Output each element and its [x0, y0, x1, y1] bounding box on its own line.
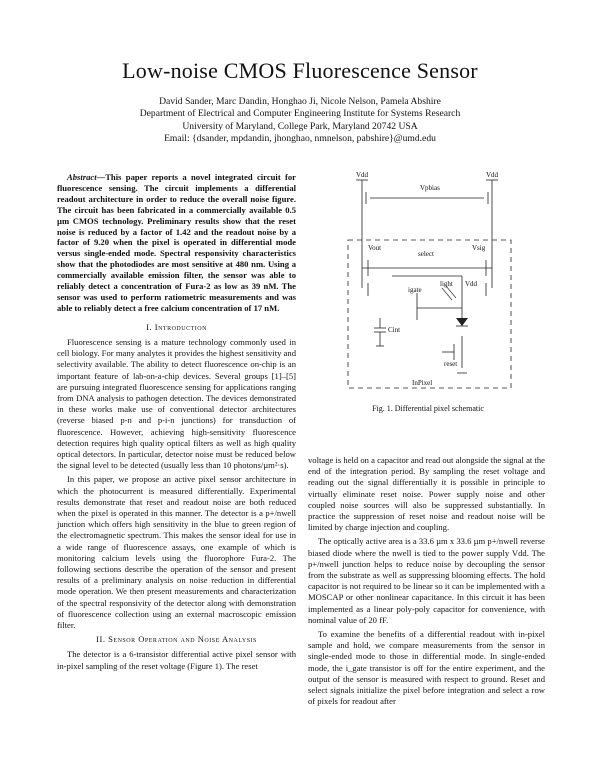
label-vsig: Vsig	[472, 244, 486, 252]
label-light: light	[440, 280, 453, 288]
abstract-label: Abstract—	[67, 172, 106, 182]
abstract	[57, 172, 296, 314]
affiliation-university: University of Maryland, College Park, Maryland 20742 USA	[182, 120, 418, 132]
section-heading-sensor-operation: II. Sensor Operation and Noise Analysis	[96, 634, 257, 645]
right-column	[308, 455, 545, 710]
section-heading-introduction: I. Introduction	[146, 321, 207, 332]
label-vdd-left: Vdd	[356, 171, 369, 179]
label-reset: reset	[444, 360, 458, 368]
left-column	[57, 172, 296, 675]
label-igate: igate	[408, 286, 422, 294]
author-list: David Sander, Marc Dandin, Honghao Ji, Nicole Nelson, Pamela Abshire	[159, 96, 441, 107]
label-vdd-right: Vdd	[486, 171, 499, 179]
paper-title: Low-noise CMOS Fluorescence Sensor	[122, 58, 478, 83]
label-vpbias: Vpbias	[420, 184, 440, 192]
sensor-paragraph-3: The optically active area is a 33.6 µm x 33.6 µm p+/nwell reverse biased diode where the nwell is tied to the power supply Vdd. The p+/nwell junction helps to reduce noise by decoupling the sensor from the substrate as well as suppressing blooming effects. The hold capacitor is not required to be linear so it can be implemented with a MOSCAP or other nonlinear capacitance. In this circuit it has been implemented as a linear poly-poly capacitor for convenience, with nominal value of 20 fF.	[308, 536, 545, 625]
pixel-schematic-figure	[342, 168, 517, 398]
intro-paragraph-1: Fluorescence sensing is a mature technology commonly used in cell biology. For many analytes it provides the highest sensitivity and selectivity available. The ability to detect fluorescence on-chip is an important feature of lab-on-a-chip devices. Several groups [1]–[5] are pursuing integrated fluorescence sensing for applications ranging from DNA analysis to pathogen detection. The devices demonstrated in these works make use of conventional detector architectures (reverse biased p-n and p-i-n junctions) for transduction of fluorescence. However, achieving high-sensitivity fluorescence detection requires high quality optical filters as well as high quality optical detectors. In particular, detector noise must be reduced below the signal level to be detected (usually less than 10 photons/µm²·s).	[57, 336, 296, 471]
author-emails: Email: {dsander, mpdandin, jhonghao, nmnelson, pabshire}@umd.edu	[164, 133, 436, 145]
affiliation-department: Department of Electrical and Computer Engineering Institute for Systems Research	[139, 108, 461, 120]
sensor-paragraph-1: The detector is a 6-transistor differential active pixel sensor with in-pixel sampling of the reset voltage (Figure 1). The reset	[57, 649, 296, 671]
label-select: select	[418, 250, 434, 258]
label-vout: Vout	[368, 244, 382, 252]
abstract-text: This paper reports a novel integrated circuit for fluorescence sensing. The circuit implements a differential readout architecture in order to reduce the overall noise figure. The circuit has been fabricated in a commercially available 0.5 µm CMOS technology. Preliminary results show that the reset noise is reduced by a factor of 1.42 and the readout noise by a factor of 9.20 when the pixel is operated in differential mode versus single-ended mode. Spectral responsivity characteristics show that the photodiodes are most sensitive at 480 nm. Using a commercially available emission filter, the sensor was able to reliably detect a concentration of Fura-2 as low as 39 nM. The sensor was used to perform ratiometric measurements and was able to reliably detect a free calcium concentration of 17 nM.	[57, 172, 296, 313]
label-vdd-diode: Vdd	[465, 280, 478, 288]
intro-paragraph-2: In this paper, we propose an active pixel sensor architecture in which the photocurrent is measured differentially. Experimental results demonstrate that reset and readout noise are both reduced when the pixel is operated in this manner. The detector is a p+/nwell junction which offers high sensitivity in the blue to green region of the electromagnetic spectrum. This makes the sensor ideal for use in a wide range of fluorescence assays, one example of which is monitoring calcium levels using the fluorophore Fura-2. The following sections describe the operation of the sensor and present results of a preliminary analysis on noise reduction in differential mode operation. We then present measurements and characterization of the spectral responsivity of the detector along with demonstration of fluorescence collection using an external macroscopic emission filter.	[57, 474, 296, 631]
sensor-paragraph-4: To examine the benefits of a differential readout with in-pixel sample and hold, we compare measurements from the sensor in single-ended mode to those in differential mode. In single-ended mode, the i_gate transistor is off for the entire experiment, and the output of the sensor is measured with respect to ground. Reset and select signals initialize the pixel before integration and select a row of pixels for readout after	[308, 629, 545, 707]
sensor-paragraph-2: voltage is held on a capacitor and read out alongside the signal at the end of the integration period. By sampling the reset voltage and reading out the signal differentially it is possible in principle to virtually eliminate reset noise. Power supply noise and other coupled noise sources will also be suppressed substantially. In practice the suppression of reset noise and readout noise will be limited by charge injection and coupling.	[308, 455, 545, 533]
figure-caption: Fig. 1. Differential pixel schematic	[372, 404, 484, 413]
label-cint: Cint	[388, 326, 401, 334]
author-block	[0, 96, 600, 146]
label-inpixel: InPixel	[412, 379, 433, 387]
